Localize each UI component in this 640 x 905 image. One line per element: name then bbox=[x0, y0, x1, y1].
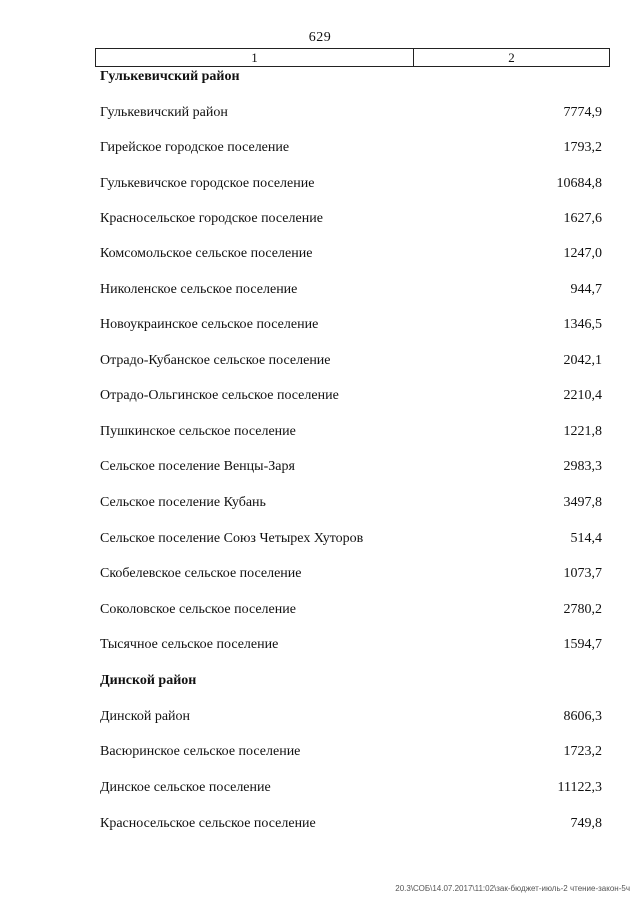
table-row bbox=[100, 385, 602, 407]
table-row bbox=[100, 173, 602, 195]
row-name: Динской район bbox=[100, 709, 191, 724]
row-value: 8606,3 bbox=[563, 709, 602, 724]
row-name: Динское сельское поселение bbox=[100, 780, 271, 795]
row-value: 1073,7 bbox=[563, 566, 602, 581]
page-number: 629 bbox=[308, 30, 332, 45]
footer-file-path: 20.3\СОБ\14.07.2017\11:02\зак-бюджет-июль-2 чтение-закон-5ч bbox=[395, 884, 630, 893]
table-row bbox=[100, 279, 602, 301]
table-row bbox=[100, 813, 602, 835]
row-name: Соколовское сельское поселение bbox=[100, 602, 296, 617]
row-name: Комсомольское сельское поселение bbox=[100, 246, 313, 261]
row-value: 10684,8 bbox=[556, 176, 602, 191]
row-value: 11122,3 bbox=[557, 780, 602, 795]
row-name: Отрадо-Кубанское сельское поселение bbox=[100, 353, 331, 368]
row-value: 1723,2 bbox=[563, 744, 602, 759]
table-row bbox=[100, 563, 602, 585]
table-row bbox=[100, 528, 602, 550]
row-name: Николенское сельское поселение bbox=[100, 282, 298, 297]
row-value: 944,7 bbox=[570, 282, 602, 297]
table-row bbox=[100, 777, 602, 799]
row-name: Скобелевское сельское поселение bbox=[100, 566, 302, 581]
table-row bbox=[100, 137, 602, 159]
table-row bbox=[100, 102, 602, 124]
table-row bbox=[100, 350, 602, 372]
row-value: 514,4 bbox=[570, 531, 602, 546]
row-value: 1247,0 bbox=[563, 246, 602, 261]
section-title: Динской район bbox=[100, 673, 197, 688]
row-value: 1793,2 bbox=[563, 140, 602, 155]
row-name: Гирейское городское поселение bbox=[100, 140, 290, 155]
row-value: 2210,4 bbox=[563, 388, 602, 403]
table-row bbox=[100, 492, 602, 514]
row-value: 1594,7 bbox=[563, 637, 602, 652]
table-row bbox=[100, 314, 602, 336]
column-header-2: 2 bbox=[508, 50, 515, 65]
table-row bbox=[100, 599, 602, 621]
row-name: Сельское поселение Кубань bbox=[100, 495, 266, 510]
row-value: 7774,9 bbox=[563, 105, 602, 120]
table-row bbox=[100, 243, 602, 265]
row-name: Гулькевичский район bbox=[100, 105, 228, 120]
row-name: Тысячное сельское поселение bbox=[100, 637, 279, 652]
row-value: 3497,8 bbox=[563, 495, 602, 510]
row-name: Новоукраинское сельское поселение bbox=[100, 317, 319, 332]
table-row bbox=[100, 421, 602, 443]
row-name: Красносельское сельское поселение bbox=[100, 816, 316, 831]
column-header-1: 1 bbox=[96, 49, 414, 66]
table-row bbox=[100, 706, 602, 728]
row-value: 1346,5 bbox=[563, 317, 602, 332]
row-value: 2042,1 bbox=[563, 353, 602, 368]
table-row bbox=[100, 208, 602, 230]
row-name: Сельское поселение Союз Четырех Хуторов bbox=[100, 531, 364, 546]
table-row bbox=[100, 456, 602, 478]
row-name: Сельское поселение Венцы-Заря bbox=[100, 459, 295, 474]
row-value: 1627,6 bbox=[563, 211, 602, 226]
row-name: Васюринское сельское поселение bbox=[100, 744, 301, 759]
row-value: 749,8 bbox=[570, 816, 602, 831]
section-title: Гулькевичский район bbox=[100, 69, 240, 84]
row-name: Гулькевичское городское поселение bbox=[100, 176, 315, 191]
row-name: Красносельское городское поселение bbox=[100, 211, 323, 226]
row-value: 2983,3 bbox=[563, 459, 602, 474]
column-header-row bbox=[95, 48, 610, 67]
row-name: Отрадо-Ольгинское сельское поселение bbox=[100, 388, 339, 403]
table-row bbox=[100, 741, 602, 763]
row-name: Пушкинское сельское поселение bbox=[100, 424, 296, 439]
row-value: 2780,2 bbox=[563, 602, 602, 617]
row-value: 1221,8 bbox=[563, 424, 602, 439]
table-row bbox=[100, 634, 602, 656]
